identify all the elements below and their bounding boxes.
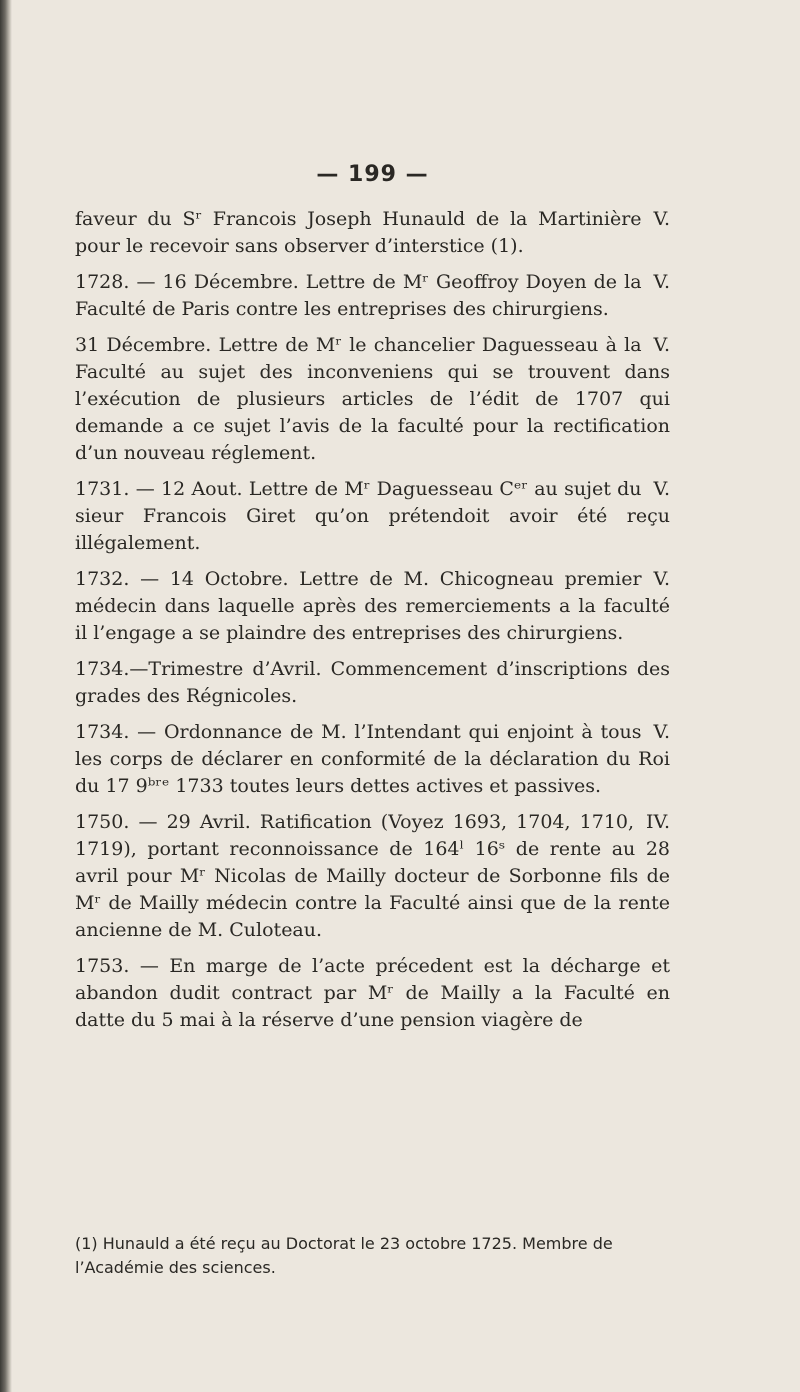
entry: [75, 476, 670, 557]
entry-text: 1732. — 14 Octobre. Lettre de M. Chicogneau premier médecin dans laquelle après des remerciements a la faculté il l’engage a se plaindre des entreprises des chirurgiens.: [75, 568, 670, 644]
entry: [75, 719, 670, 800]
book-spine-shadow: [0, 0, 12, 1392]
entry: [75, 269, 670, 323]
entry-reference: V.: [653, 568, 670, 590]
entry-text: faveur du Sʳ Francois Joseph Hunauld de la Martinière pour le recevoir sans observer d’interstice (1).: [75, 208, 642, 257]
entry-text: 31 Décembre. Lettre de Mʳ le chancelier Daguesseau à la Faculté au sujet des inconveniens qui se trouvent dans l’exécution de plusieurs articles de l’édit de 1707 qui demande a ce sujet l’avis de la faculté pour la rectification d’un nouveau réglement.: [75, 334, 670, 464]
entry: [75, 953, 670, 1034]
entry-reference: V.: [653, 478, 670, 500]
entry-text: 1750. — 29 Avril. Ratification (Voyez 1693, 1704, 1710, 1719), portant reconnoissance de 164ˡ 16ˢ de rente au 28 avril pour Mʳ Nicolas de Mailly docteur de Sorbonne fils de Mʳ de Mailly médecin contre la Faculté ainsi que de la rente ancienne de M. Culoteau.: [75, 811, 670, 941]
entry-reference: V.: [653, 271, 670, 293]
entry: [75, 566, 670, 647]
entry-text: 1734.—Trimestre d’Avril. Commencement d’inscriptions des grades des Régnicoles.: [75, 658, 670, 707]
entry-list: [75, 206, 670, 1043]
entry-reference: V.: [653, 721, 670, 743]
entry-text: 1731. — 12 Aout. Lettre de Mʳ Daguesseau Cᵉʳ au sujet du sieur Francois Giret qu’on prétendoit avoir été reçu illégalement.: [75, 478, 670, 554]
entry: [75, 656, 670, 710]
page-number: — 199 —: [316, 162, 429, 187]
entry: [75, 809, 670, 944]
footnotes: [75, 1232, 670, 1280]
entry-text: 1728. — 16 Décembre. Lettre de Mʳ Geoffroy Doyen de la Faculté de Paris contre les entreprises des chirurgiens.: [75, 271, 642, 320]
footnote: (1) Hunauld a été reçu au Doctorat le 23 octobre 1725. Membre de l’Académie des sciences.: [75, 1234, 613, 1277]
entry: [75, 332, 670, 467]
entry-reference: V.: [653, 334, 670, 356]
entry-reference: IV.: [646, 811, 670, 833]
entry-text: 1753. — En marge de l’acte précedent est la décharge et abandon dudit contract par Mʳ de Mailly a la Faculté en datte du 5 mai à la réserve d’une pension viagère de: [75, 955, 670, 1031]
entry-reference: V.: [653, 208, 670, 230]
entry-text: 1734. — Ordonnance de M. l’Intendant qui enjoint à tous les corps de déclarer en conformité de la déclaration du Roi du 17 9ᵇʳᵉ 1733 toutes leurs dettes actives et passives.: [75, 721, 670, 797]
entry: [75, 206, 670, 260]
